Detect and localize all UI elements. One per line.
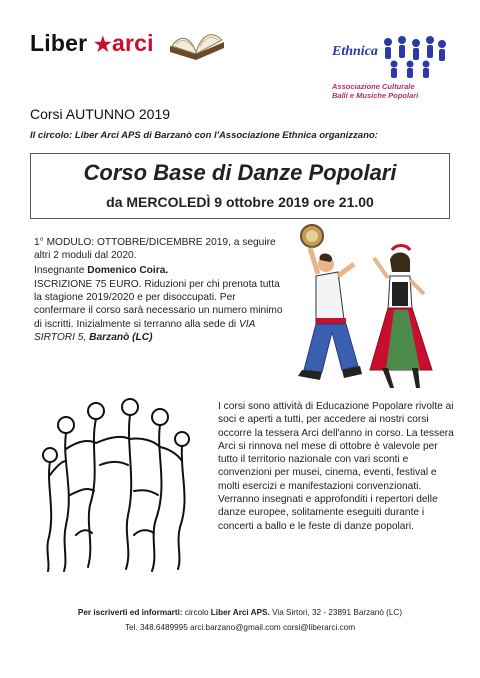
- logo-word-arci: arci: [111, 30, 154, 56]
- footer-contact-label: Per iscriverti ed informarti:: [77, 608, 183, 617]
- logo-word-liber: Liber: [30, 30, 88, 56]
- course-description: [218, 400, 456, 533]
- liber-arci-logo: [30, 30, 154, 57]
- teacher-line: [34, 264, 286, 277]
- ethnica-sub-line2: Balli e Musiche Popolari: [332, 91, 419, 100]
- course-info: [34, 236, 286, 345]
- footer-address: Via Sirtori, 32 - 23891 Barzanò (LC): [269, 608, 403, 617]
- teacher-name: Domenico Coira.: [87, 264, 169, 276]
- course-title: Corso Base di Danze Popolari: [83, 160, 397, 185]
- course-date: da MERCOLEDÌ 9 ottobre 2019 ore 21.00: [106, 194, 374, 210]
- venue-town: Barzanò (LC): [89, 332, 153, 344]
- module-text: 1° MODULO: OTTOBRE/DICEMBRE 2019, a seguire altri 2 moduli dal 2020.: [34, 237, 276, 262]
- ethnica-sub-line1: Associazione Culturale: [332, 82, 415, 91]
- fees-line: [34, 278, 286, 344]
- footer-contact-line: [0, 608, 480, 617]
- ethnica-subtitle: [332, 82, 448, 100]
- ethnica-logo: [328, 30, 448, 110]
- venue-street: VIA SIRTORI 5,: [34, 318, 256, 344]
- footer-club-prefix: circolo: [182, 608, 211, 617]
- ethnica-title: Ethnica: [332, 44, 378, 59]
- intro-line: Il circolo: Liber Arci APS di Barzanò con l'Associazione Ethnica organizzano:: [30, 130, 378, 141]
- fees-text: ISCRIZIONE 75 EURO. Riduzioni per chi prenota tutta la stagione 2019/2020 e per disoccupati. Per confermare il corso sarà necessario un numero minimo di iscritti. Inizialmente si terranno alla sede di: [34, 278, 283, 330]
- dancing-figures-icon: [380, 34, 448, 82]
- open-book-icon: [166, 22, 228, 68]
- footer-club-name: Liber Arci APS.: [210, 608, 270, 617]
- star-icon: ★: [93, 34, 112, 56]
- footer-phone-email: Tel. 348.6489995 arci.barzano@gmail.com corsi@liberarci.com: [124, 623, 356, 632]
- dancers-circle-drawing: [30, 395, 210, 573]
- course-title-box: [30, 153, 450, 219]
- teacher-prefix: Insegnante: [34, 264, 88, 276]
- description-text: I corsi sono attività di Educazione Popolare rivolte ai soci e aperti a tutti, per accedere ai nostri corsi occorre la tessera Arci dell'anno in corso. La tessera Arci si rinnova nel mese di ottobre è valevole per tutto il territorio nazionale con vari sconti e convenzioni per musei, cinema, eventi, festival e molti esercizi e manifestazioni convenzionati. Verranno insegnati e approfonditi i repertori delle danze europee, solitamente eseguiti durante i concerti a ballo e le feste di danze popolari.: [218, 401, 454, 532]
- season-heading: Corsi AUTUNNO 2019: [30, 106, 171, 122]
- folk-dancers-illustration: [282, 220, 448, 400]
